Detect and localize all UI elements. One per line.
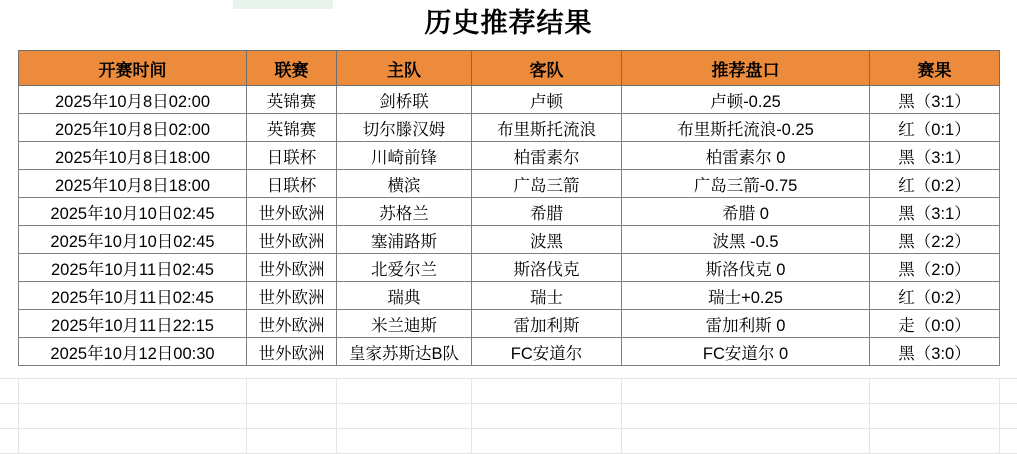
cell-time: 2025年10月8日02:00: [19, 114, 247, 142]
cell-recommended-handicap: 布里斯托流浪-0.25: [622, 114, 870, 142]
table-row: [19, 282, 1000, 310]
cell-away-team: 希腊: [472, 198, 622, 226]
cell-home-team: 川崎前锋: [337, 142, 472, 170]
result-score: （0:2）: [914, 176, 971, 195]
cell-home-team: 剑桥联: [337, 86, 472, 114]
cell-league: 世外欧洲: [247, 254, 337, 282]
column-header-result: 赛果: [870, 51, 1000, 86]
result-score: （3:1）: [914, 92, 971, 111]
cell-home-team: 米兰迪斯: [337, 310, 472, 338]
result-label: 黑: [898, 344, 915, 363]
cell-away-team: 卢顿: [472, 86, 622, 114]
result-score: （0:2）: [914, 288, 971, 307]
result-label: 红: [898, 176, 915, 195]
cell-recommended-handicap: 瑞士+0.25: [622, 282, 870, 310]
cell-home-team: 塞浦路斯: [337, 226, 472, 254]
result-score: （3:1）: [914, 204, 971, 223]
cell-league: 世外欧洲: [247, 310, 337, 338]
result-score: （0:1）: [914, 120, 971, 139]
cell-recommended-handicap: 雷加利斯 0: [622, 310, 870, 338]
column-header-away-team: 客队: [472, 51, 622, 86]
cell-time: 2025年10月8日18:00: [19, 170, 247, 198]
table-row: [19, 114, 1000, 142]
table-row: [19, 310, 1000, 338]
table-row: [19, 86, 1000, 114]
cell-home-team: 北爱尔兰: [337, 254, 472, 282]
cell-recommended-handicap: 希腊 0: [622, 198, 870, 226]
cell-league: 英锦赛: [247, 114, 337, 142]
cell-recommended-handicap: 广岛三箭-0.75: [622, 170, 870, 198]
cell-home-team: 瑞典: [337, 282, 472, 310]
cell-away-team: 广岛三箭: [472, 170, 622, 198]
result-label: 红: [898, 120, 915, 139]
result-score: （2:0）: [914, 260, 971, 279]
result-label: 走: [898, 316, 915, 335]
cell-recommended-handicap: 波黑 -0.5: [622, 226, 870, 254]
cell-home-team: 苏格兰: [337, 198, 472, 226]
cell-result: [870, 86, 1000, 114]
cell-result: [870, 254, 1000, 282]
result-label: 黑: [898, 92, 915, 111]
cell-result: [870, 198, 1000, 226]
cell-recommended-handicap: 柏雷素尔 0: [622, 142, 870, 170]
cell-away-team: 斯洛伐克: [472, 254, 622, 282]
result-label: 红: [898, 288, 915, 307]
cell-time: 2025年10月11日02:45: [19, 282, 247, 310]
cell-league: 世外欧洲: [247, 282, 337, 310]
cell-away-team: 布里斯托流浪: [472, 114, 622, 142]
result-label: 黑: [898, 148, 915, 167]
column-header-league: 联赛: [247, 51, 337, 86]
result-score: （2:2）: [914, 232, 971, 251]
table-header-row: [19, 51, 1000, 86]
table-row: [19, 198, 1000, 226]
column-header-recommended-handicap: 推荐盘口: [622, 51, 870, 86]
cell-time: 2025年10月10日02:45: [19, 226, 247, 254]
cell-league: 世外欧洲: [247, 198, 337, 226]
cell-away-team: FC安道尔: [472, 338, 622, 366]
cell-recommended-handicap: FC安道尔 0: [622, 338, 870, 366]
cell-away-team: 瑞士: [472, 282, 622, 310]
cell-recommended-handicap: 斯洛伐克 0: [622, 254, 870, 282]
cell-away-team: 波黑: [472, 226, 622, 254]
page-title: 历史推荐结果: [424, 8, 593, 38]
cell-time: 2025年10月8日18:00: [19, 142, 247, 170]
cell-home-team: 横滨: [337, 170, 472, 198]
table-row: [19, 338, 1000, 366]
cell-home-team: 皇家苏斯达B队: [337, 338, 472, 366]
cell-league: 日联杯: [247, 142, 337, 170]
cell-result: [870, 142, 1000, 170]
cell-result: [870, 114, 1000, 142]
result-label: 黑: [898, 260, 915, 279]
result-label: 黑: [898, 232, 915, 251]
result-score: （0:0）: [914, 316, 971, 335]
cell-time: 2025年10月12日00:30: [19, 338, 247, 366]
cell-result: [870, 310, 1000, 338]
table-row: [19, 170, 1000, 198]
column-header-home-team: 主队: [337, 51, 472, 86]
cell-result: [870, 282, 1000, 310]
cell-away-team: 雷加利斯: [472, 310, 622, 338]
table-body: [19, 86, 1000, 366]
cell-home-team: 切尔滕汉姆: [337, 114, 472, 142]
result-label: 黑: [898, 204, 915, 223]
result-score: （3:0）: [914, 344, 971, 363]
cell-league: 日联杯: [247, 170, 337, 198]
cell-result: [870, 226, 1000, 254]
table-row: [19, 254, 1000, 282]
cell-league: 世外欧洲: [247, 226, 337, 254]
result-score: （3:1）: [914, 148, 971, 167]
cell-time: 2025年10月11日02:45: [19, 254, 247, 282]
history-results-table: [18, 50, 1000, 366]
cell-time: 2025年10月11日22:15: [19, 310, 247, 338]
cell-time: 2025年10月8日02:00: [19, 86, 247, 114]
cell-league: 英锦赛: [247, 86, 337, 114]
left-margin: [0, 0, 18, 454]
cell-result: [870, 338, 1000, 366]
cell-time: 2025年10月10日02:45: [19, 198, 247, 226]
cell-away-team: 柏雷素尔: [472, 142, 622, 170]
cell-result: [870, 170, 1000, 198]
cell-league: 世外欧洲: [247, 338, 337, 366]
table-row: [19, 142, 1000, 170]
cell-recommended-handicap: 卢顿-0.25: [622, 86, 870, 114]
column-header-time: 开赛时间: [19, 51, 247, 86]
table-row: [19, 226, 1000, 254]
